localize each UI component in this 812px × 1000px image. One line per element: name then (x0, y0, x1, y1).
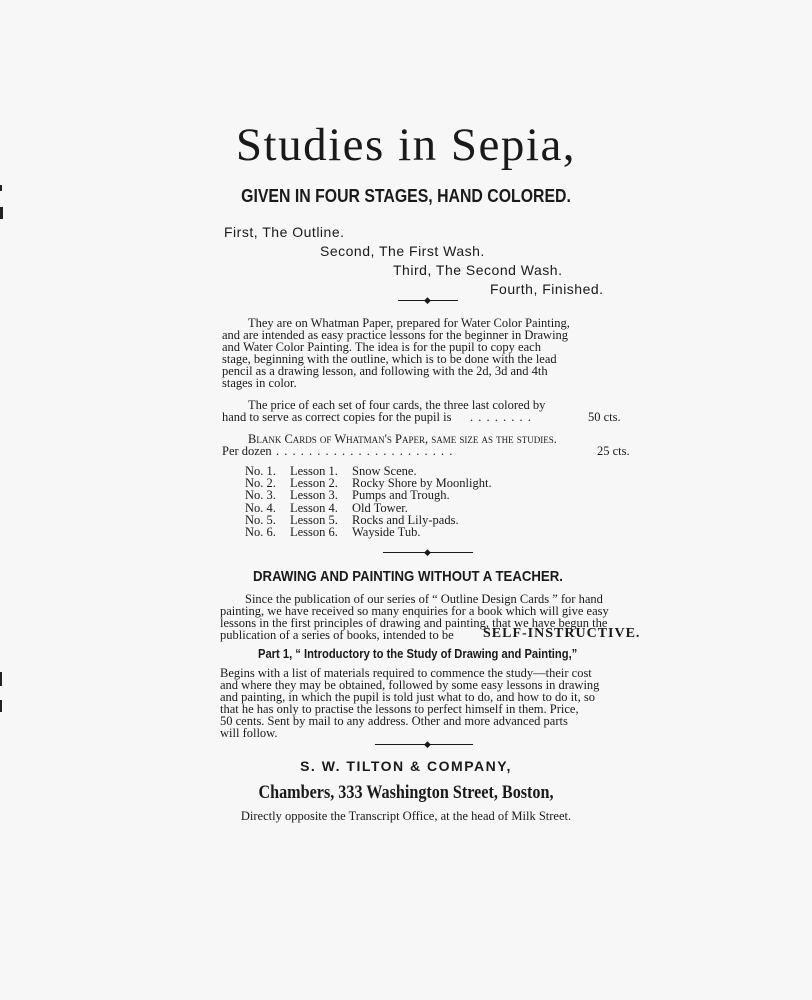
price-line: The price of each set of four cards, the three last colored by (248, 398, 546, 412)
lesson-label: Lesson 1. (290, 464, 338, 478)
scan-speck (0, 185, 2, 191)
lessons-list (245, 465, 492, 538)
page-title: Studies in Sepia, (235, 119, 577, 171)
lesson-name: Old Tower. (352, 500, 408, 515)
since-line: lessons in the first principles of drawing and painting, that we have begun the (220, 616, 608, 630)
company-name: S. W. TILTON & COMPANY, (300, 758, 512, 774)
lesson-label: Lesson 3. (290, 488, 338, 503)
stage-first: First, The Outline. (224, 224, 345, 240)
list-item (245, 489, 492, 501)
price-line: hand to serve as correct copies for the pupil is (222, 410, 452, 424)
since-line: Since the publication of our series of “ Outline Design Cards ” for hand (245, 592, 603, 606)
begins-line: will follow. (220, 726, 278, 740)
part-heading: Part 1, “ Introductory to the Study of Drawing and Painting,” (258, 646, 578, 661)
lesson-number: No. 2. (245, 476, 276, 491)
lesson-number: No. 3. (245, 488, 276, 503)
lesson-name: Snow Scene. (352, 464, 417, 478)
scan-speck (0, 700, 2, 712)
lesson-number: No. 4. (245, 500, 276, 515)
lesson-number: No. 5. (245, 512, 276, 527)
intro-line: stage, beginning with the outline, which is to be done with the lead (222, 352, 557, 366)
stage-second: Second, The First Wash. (320, 243, 485, 259)
company-address: Chambers, 333 Washington Street, Boston, (258, 782, 554, 803)
lesson-number: No. 1. (245, 464, 276, 478)
scan-speck (0, 672, 2, 686)
begins-line: Begins with a list of materials required to commence the study—their cost (220, 666, 592, 680)
lesson-label: Lesson 4. (290, 500, 338, 515)
per-dozen-label: Per dozen (222, 444, 272, 458)
directions-line: Directly opposite the Transcript Office, at the head of Milk Street. (240, 809, 572, 823)
intro-line: pencil as a drawing lesson, and following with the 2d, 3d and 4th (222, 364, 548, 378)
stage-third: Third, The Second Wash. (393, 262, 563, 278)
list-item (245, 502, 492, 514)
self-instructive-emphasis: SELF-INSTRUCTIVE. (483, 626, 641, 641)
intro-line: and are intended as easy practice lessons for the beginner in Drawing (222, 328, 569, 342)
divider-ornament: ◆ (424, 739, 431, 749)
lesson-label: Lesson 6. (290, 525, 338, 540)
lesson-name: Pumps and Trough. (352, 488, 450, 503)
divider-ornament: ◆ (424, 547, 431, 557)
lesson-label: Lesson 5. (290, 512, 338, 527)
since-line: publication of a series of books, intended to be (220, 628, 454, 642)
list-item (245, 526, 492, 538)
intro-line: They are on Whatman Paper, prepared for Water Color Painting, (248, 316, 570, 330)
scan-speck (0, 207, 3, 219)
divider-ornament: ◆ (424, 295, 431, 305)
blank-cards-line: Blank Cards of Whatman's Paper, same size as the studies. (248, 432, 557, 446)
lesson-name: Rocks and Lily-pads. (352, 512, 459, 527)
intro-line: and Water Color Painting. The idea is for the pupil to copy each (222, 340, 541, 354)
begins-line: that he has only to practise the lessons to perfect himself in them. Price, (220, 702, 579, 716)
begins-line: 50 cents. Sent by mail to any address. Other and more advanced parts (220, 714, 568, 728)
intro-line: stages in color. (222, 376, 297, 390)
page-subtitle: GIVEN IN FOUR STAGES, HAND COLORED. (241, 186, 571, 206)
lesson-name: Rocky Shore by Moonlight. (352, 476, 492, 491)
since-line: painting, we have received so many enquiries for a book which will give easy (220, 604, 609, 618)
price-value: 50 cts. (588, 410, 621, 424)
begins-line: and where they may be obtained, followed by some easy lessons in drawing (220, 678, 600, 692)
begins-line: and painting, in which the pupil is told just what to do, and how to do it, so (220, 690, 595, 704)
section-heading: DRAWING AND PAINTING WITHOUT A TEACHER. (253, 568, 563, 585)
lesson-label: Lesson 2. (290, 476, 338, 491)
leader-dots: . . . . . . . . (470, 410, 532, 424)
leader-dots: . . . . . . . . . . . . . . . . . . . . . . (276, 444, 454, 458)
lesson-number: No. 6. (245, 525, 276, 540)
per-dozen-value: 25 cts. (597, 444, 630, 458)
stage-fourth: Fourth, Finished. (490, 281, 604, 297)
lesson-name: Wayside Tub. (352, 525, 421, 540)
